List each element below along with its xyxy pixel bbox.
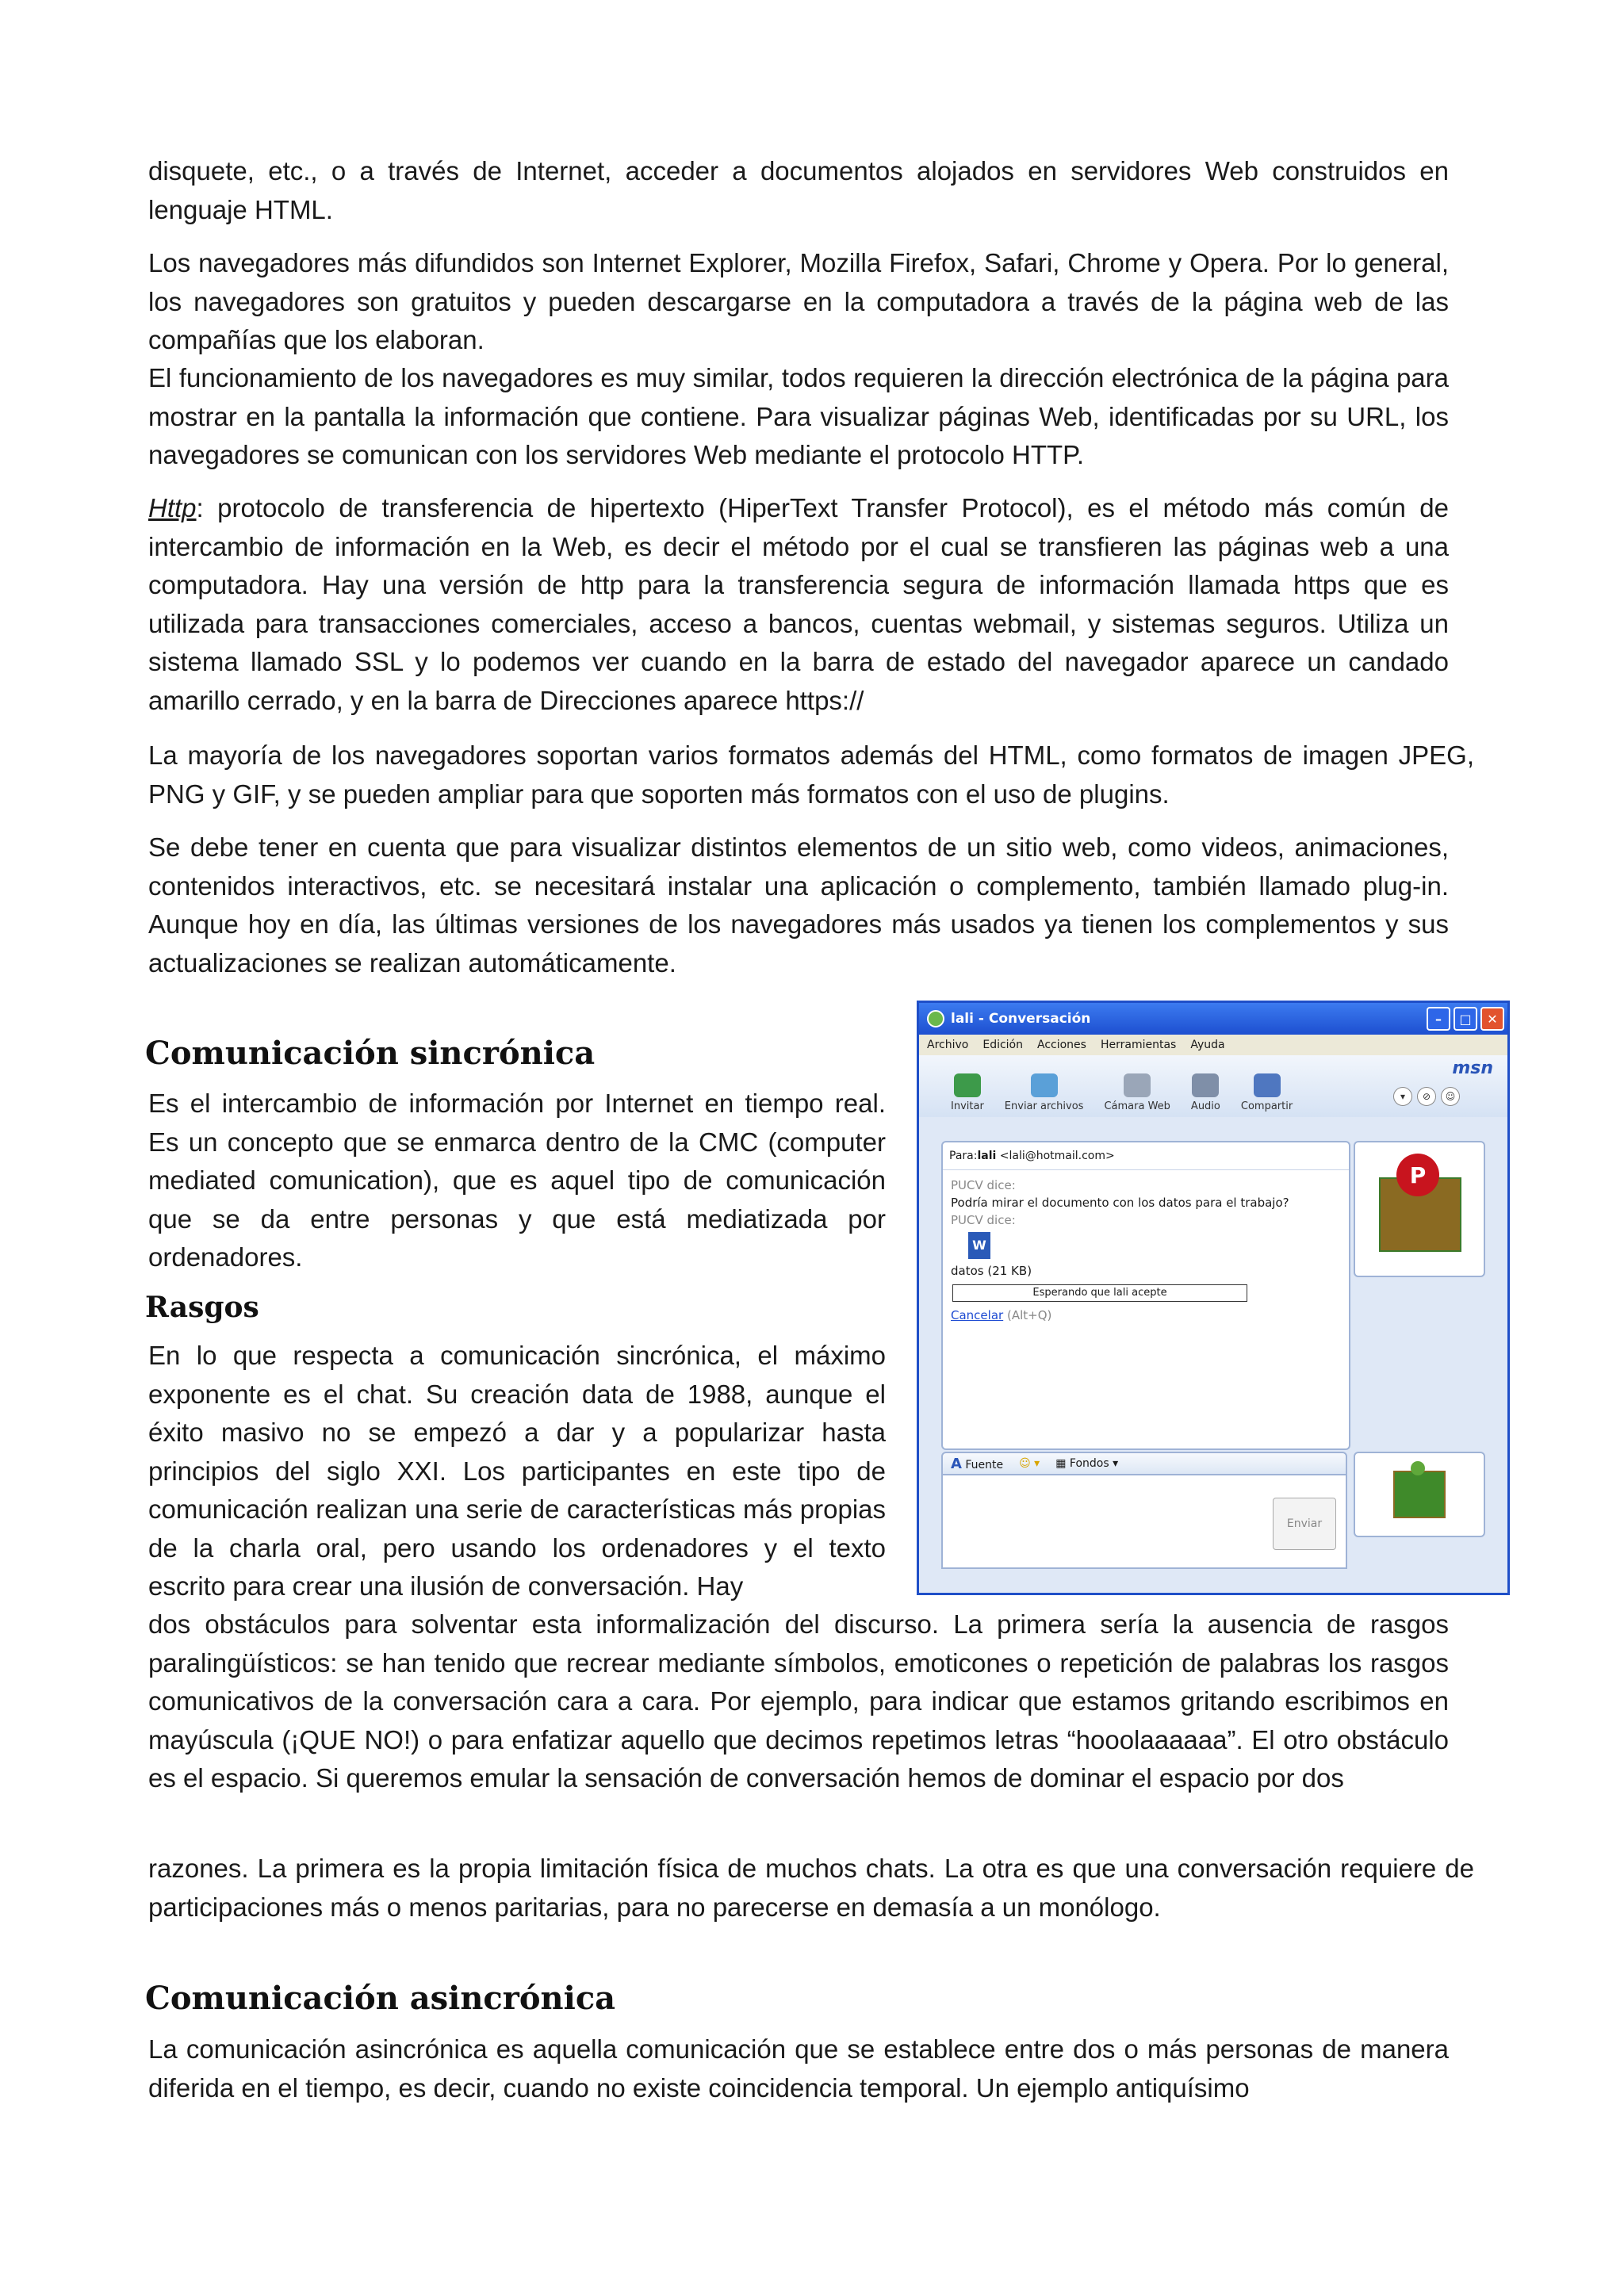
backgrounds-button[interactable]: ▦ Fondos ▾ — [1055, 1457, 1119, 1470]
word-document-icon: W — [968, 1232, 990, 1259]
http-definition: : protocolo de transferencia de hipertexto (HiperText Transfer Protocol), es el método más común de intercambio de información en la Web, es decir el método por el cual se transfieren las páginas web a una computadora. Hay una versión de http para la transferencia segura de información llamada https que es utilizada para transacciones comerciales, acceso a bancos, cuentas webmail, y sistemas seguros. Utiliza un sistema llamado SSL y lo podemos ver cuando en la barra de estado del navegador aparece un candado amarillo cerrado, y en la barra de Direcciones aparece https:// — [148, 493, 1449, 715]
msn-brand-logo: msn — [1452, 1058, 1493, 1078]
paragraph-functioning: El funcionamiento de los navegadores es muy similar, todos requieren la dirección electrónica de la página para mostrar en la pantalla la información que contiene. Para visualizar páginas Web, identificadas por su URL, los navegadores se comunican con los servidores Web mediante el protocolo HTTP. — [148, 363, 1449, 469]
share-button[interactable]: Compartir — [1241, 1073, 1293, 1117]
contact-card-icon[interactable]: ☺ — [1441, 1087, 1460, 1106]
share-icon — [1254, 1073, 1281, 1097]
paragraph-async: La comunicación asincrónica es aquella comunicación que se establece entre dos o más personas de manera diferida en el tiempo, es decir, cuando no existe coincidencia temporal. Un ejemplo antiquísimo — [148, 2034, 1449, 2103]
menu-archivo[interactable]: Archivo — [927, 1039, 969, 1051]
conversation-pane — [941, 1141, 1350, 1450]
paragraph-browsers: Los navegadores más difundidos son Internet Explorer, Mozilla Firefox, Safari, Chrome y Opera. Por lo general, los navegadores son gratuitos y pueden descargarse en la computadora a través de la página web de las compañías que los elaboran. — [148, 248, 1449, 354]
cancel-row: Cancelar (Alt+Q) — [951, 1308, 1052, 1322]
message-text: Podría mirar el documento con los datos para el trabajo? — [951, 1196, 1289, 1210]
font-button[interactable]: A Fuente — [951, 1455, 1004, 1472]
menu-acciones[interactable]: Acciones — [1037, 1039, 1086, 1051]
audio-button[interactable]: Audio — [1191, 1073, 1220, 1117]
send-button[interactable]: Enviar — [1273, 1498, 1336, 1550]
send-files-icon — [1031, 1073, 1058, 1097]
contact-avatar — [1354, 1141, 1485, 1277]
maximize-icon[interactable]: □ — [1454, 1007, 1477, 1031]
dropdown-icon[interactable]: ▾ — [1393, 1087, 1412, 1106]
msn-logo-icon — [927, 1010, 944, 1027]
block-icon[interactable]: ⊘ — [1417, 1087, 1436, 1106]
recipient-line: Para: lali <lali@hotmail.com> — [943, 1142, 1349, 1170]
avatar: P — [1379, 1154, 1458, 1249]
transfer-status: Esperando que lali acepte — [952, 1284, 1247, 1302]
emoticon-icon[interactable]: ☺ ▾ — [1019, 1457, 1040, 1470]
toolbar — [919, 1055, 1507, 1117]
close-icon[interactable]: ✕ — [1480, 1007, 1504, 1031]
send-files-button[interactable]: Enviar archivos — [1005, 1073, 1084, 1117]
subheading-rasgos: Rasgos — [145, 1291, 259, 1324]
heading-async: Comunicación asincrónica — [145, 1980, 616, 2017]
heading-sync: Comunicación sincrónica — [145, 1035, 596, 1072]
invite-button[interactable]: Invitar — [951, 1073, 984, 1117]
menu-herramientas[interactable]: Herramientas — [1100, 1039, 1177, 1051]
webcam-icon — [1124, 1073, 1151, 1097]
invite-icon — [954, 1073, 981, 1097]
menu-ayuda[interactable]: Ayuda — [1190, 1039, 1225, 1051]
paragraph-plugins: Se debe tener en cuenta que para visualizar distintos elementos de un sitio web, como videos, animaciones, contenidos interactivos, etc. se necesitará instalar una aplicación o complemento, también llamado plug-in. Aunque hoy en día, las últimas versiones de los navegadores más usados ya tienen los complementos y sus actualizaciones se realizan automáticamente. — [148, 832, 1449, 978]
paragraph-rasgos-full: dos obstáculos para solventar esta informalización del discurso. La primera sería la ausencia de rasgos paralingüísticos: se han tenido que recrear mediante símbolos, emoticones o repetición de palabras los rasgos comunicativos de la conversación cara a cara. Por ejemplo, para indicar que estamos gritando escribimos en mayúscula (¡QUE NO!) o para enfatizar aquello que decimos repetimos letras “hooolaaaaaa”. El otro obstáculo es el espacio. Si queremos emular la sensación de conversación hemos de dominar el espacio por dos — [148, 1609, 1449, 1793]
self-avatar — [1354, 1452, 1485, 1537]
menu-edicion[interactable]: Edición — [982, 1039, 1023, 1051]
message-history — [943, 1170, 1349, 1330]
message-input[interactable] — [941, 1475, 1347, 1569]
msn-conversation-window — [917, 1001, 1510, 1595]
sender-label: PUCV dice: — [951, 1178, 1016, 1192]
paragraph-rasgos-end: razones. La primera es la propia limitación física de muchos chats. La otra es que una conversación requiere de participaciones más o menos paritarias, para no parecerse en demasía a un monólogo. — [148, 1854, 1474, 1922]
file-name: datos (21 KB) — [951, 1264, 1032, 1278]
window-title: lali - Conversación — [951, 1011, 1091, 1027]
window-titlebar — [919, 1003, 1507, 1035]
http-term: Http — [148, 493, 197, 522]
paragraph-intro: disquete, etc., o a través de Internet, acceder a documentos alojados en servidores Web construidos en lenguaje HTML. — [148, 156, 1449, 224]
webcam-button[interactable]: Cámara Web — [1104, 1073, 1170, 1117]
paragraph-formats: La mayoría de los navegadores soportan varios formatos además del HTML, como formatos de imagen JPEG, PNG y GIF, y se pueden ampliar para que soporten más formatos con el uso de plugins. — [148, 740, 1474, 809]
microphone-icon — [1192, 1073, 1219, 1097]
minimize-icon[interactable]: – — [1427, 1007, 1450, 1031]
paragraph-rasgos-column: En lo que respecta a comunicación sincrónica, el máximo exponente es el chat. Su creación data de 1988, aunque el éxito masivo no se empezó a dar y a popularizar hasta principios del siglo XXI. Los participantes en este tipo de comunicación realizan una serie de características más propias de la charla oral, pero usando los ordenadores y el texto escrito para crear una ilusión de conversación. Hay — [148, 1341, 886, 1601]
paragraph-http — [148, 489, 1449, 720]
menu-bar — [919, 1035, 1507, 1055]
cancel-link[interactable]: Cancelar — [951, 1308, 1004, 1322]
paragraph-sync-intro: Es el intercambio de información por Internet en tiempo real. Es un concepto que se enmarca dentro de la CMC (computer mediated comunication), que es aquel tipo de comunicación que se da entre personas y que está mediatizada por ordenadores. — [148, 1089, 886, 1272]
compose-toolbar — [941, 1452, 1347, 1475]
lock-icon — [1411, 1461, 1425, 1475]
sender-label: PUCV dice: — [951, 1213, 1016, 1227]
